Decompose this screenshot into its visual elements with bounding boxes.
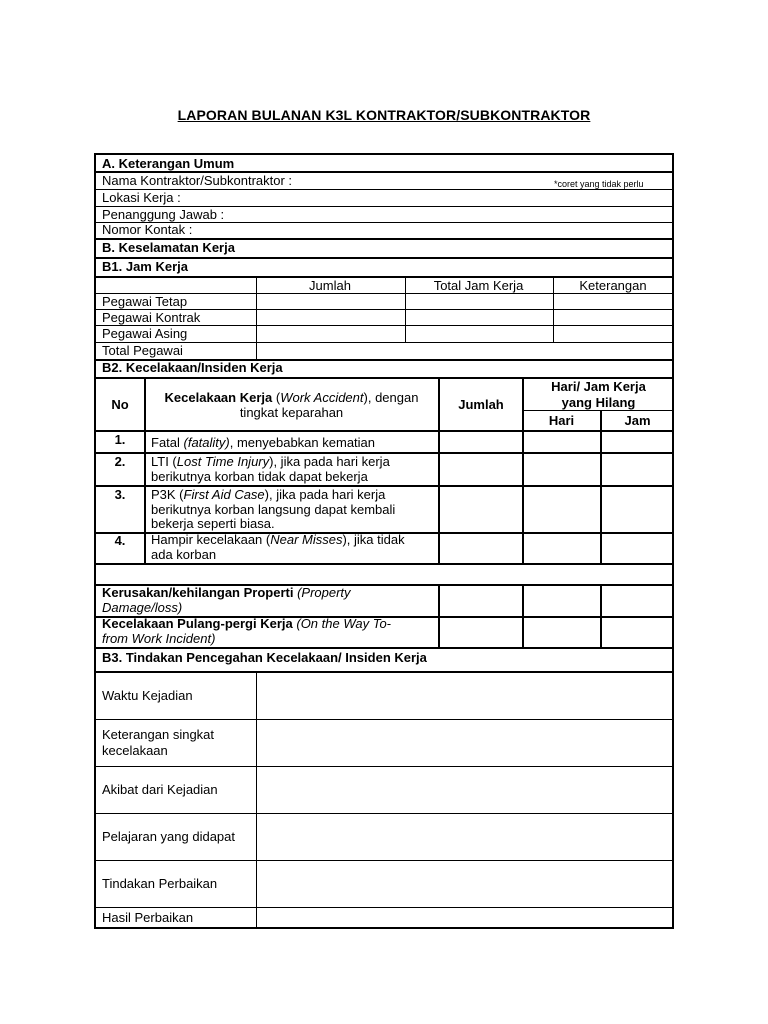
- item-desc-b: , menyebabkan kematian: [229, 435, 376, 450]
- field-work-location[interactable]: Lokasi Kerja :: [102, 190, 181, 205]
- commute-bold: Kecelakaan Pulang-pergi Kerja: [102, 616, 293, 631]
- item-no: 4.: [114, 533, 126, 548]
- col-lost-hours: Hari/ Jam Kerja: [551, 379, 646, 394]
- col-lost-hours-line2: yang Hilang: [561, 395, 636, 410]
- col-description-line2: tingkat keparahan: [239, 405, 344, 420]
- strike-note: *coret yang tidak perlu: [554, 179, 644, 189]
- item-desc-italic: Lost Time Injury: [176, 454, 270, 469]
- col-desc-bold: Kecelakaan Kerja: [164, 390, 273, 405]
- divider: [438, 584, 440, 647]
- field-contact-number[interactable]: Nomor Kontak :: [102, 222, 193, 237]
- property-damage-row: [102, 586, 351, 600]
- col-no: No: [111, 397, 129, 412]
- item-no: 1.: [114, 432, 126, 447]
- property-bold: Kerusakan/kehilangan Properti: [102, 585, 294, 600]
- report-form: [94, 153, 674, 929]
- item-desc: [151, 533, 405, 547]
- divider: [405, 276, 406, 342]
- row-pegawai-kontrak: Pegawai Kontrak: [102, 310, 201, 325]
- divider: [96, 430, 672, 432]
- item-desc-italic: (fatality): [183, 435, 230, 450]
- row-keterangan-singkat: Keterangan singkat: [102, 727, 215, 742]
- col-desc-italic: Work Accident: [280, 390, 364, 405]
- col-jam: Jam: [624, 413, 651, 428]
- section-a-heading: A. Keterangan Umum: [102, 156, 235, 171]
- divider: [523, 410, 672, 411]
- divider: [522, 377, 524, 563]
- item-no: 2.: [114, 454, 126, 469]
- col-desc-paren: (: [272, 390, 281, 405]
- row-total-pegawai: Total Pegawai: [102, 343, 183, 358]
- commute-incident-row: [102, 617, 391, 631]
- col-desc-rest: ), dengan: [363, 390, 419, 405]
- row-pelajaran: Pelajaran yang didapat: [102, 829, 235, 844]
- field-contractor-name[interactable]: Nama Kontraktor/Subkontraktor :: [102, 173, 293, 188]
- divider: [256, 276, 257, 359]
- col-jumlah: Jumlah: [309, 278, 351, 293]
- item-no: 3.: [114, 487, 126, 502]
- row-hasil-perbaikan: Hasil Perbaikan: [102, 910, 194, 925]
- commute-incident-line2: from Work Incident): [102, 631, 216, 646]
- divider: [96, 563, 672, 565]
- divider: [438, 377, 440, 563]
- row-keterangan-singkat-line2: kecelakaan: [102, 743, 168, 758]
- item-desc: [151, 488, 385, 502]
- item-desc-b: ), jika pada hari kerja: [269, 454, 390, 469]
- divider: [96, 860, 672, 861]
- item-desc-a: Hampir kecelakaan (: [151, 532, 271, 547]
- item-desc-line3: bekerja seperti biasa.: [151, 516, 275, 531]
- col-description: [145, 391, 438, 405]
- item-desc-a: P3K (: [151, 487, 184, 502]
- item-desc-italic: First Aid Case: [183, 487, 265, 502]
- item-desc-a: Fatal: [151, 435, 184, 450]
- property-italic: (Property: [293, 585, 351, 600]
- section-b3-heading: B3. Tindakan Pencegahan Kecelakaan/ Insiden Kerja: [102, 650, 427, 665]
- item-desc-b: ), jika pada hari kerja: [264, 487, 386, 502]
- col-jumlah-b2: Jumlah: [458, 397, 504, 412]
- item-desc-line2: berikutnya korban langsung dapat kembali: [151, 502, 396, 517]
- field-person-in-charge[interactable]: Penanggung Jawab :: [102, 207, 225, 222]
- commute-italic: (On the Way To-: [292, 616, 392, 631]
- divider: [600, 410, 602, 563]
- row-waktu-kejadian: Waktu Kejadian: [102, 688, 193, 703]
- item-desc-a: LTI (: [151, 454, 177, 469]
- divider: [600, 584, 602, 647]
- section-b2-heading: B2. Kecelakaan/Insiden Kerja: [102, 360, 283, 375]
- property-damage-line2: Damage/loss): [102, 600, 183, 615]
- item-desc: [151, 455, 390, 469]
- divider: [96, 766, 672, 767]
- item-desc: [151, 436, 375, 450]
- divider: [96, 813, 672, 814]
- row-tindakan-perbaikan: Tindakan Perbaikan: [102, 876, 218, 891]
- divider: [256, 671, 257, 929]
- item-desc-line2: ada korban: [151, 547, 217, 562]
- row-pegawai-tetap: Pegawai Tetap: [102, 294, 188, 309]
- divider: [96, 719, 672, 720]
- section-b-heading: B. Keselamatan Kerja: [102, 240, 235, 255]
- divider: [96, 647, 672, 649]
- col-hari: Hari: [548, 413, 575, 428]
- divider: [522, 584, 524, 647]
- item-desc-b: ), jika tidak: [342, 532, 405, 547]
- divider: [144, 377, 146, 563]
- row-pegawai-asing: Pegawai Asing: [102, 326, 188, 341]
- row-akibat: Akibat dari Kejadian: [102, 782, 218, 797]
- form-title: LAPORAN BULANAN K3L KONTRAKTOR/SUBKONTRAKTOR: [177, 107, 591, 123]
- section-b1-heading: B1. Jam Kerja: [102, 259, 188, 274]
- divider: [96, 189, 672, 190]
- col-total-jam-kerja: Total Jam Kerja: [433, 278, 524, 293]
- divider: [553, 276, 554, 342]
- divider: [96, 671, 672, 673]
- col-keterangan: Keterangan: [579, 278, 647, 293]
- divider: [96, 907, 672, 908]
- item-desc-italic: Near Misses: [270, 532, 343, 547]
- item-desc-line2: berikutnya korban tidak dapat bekerja: [151, 469, 368, 484]
